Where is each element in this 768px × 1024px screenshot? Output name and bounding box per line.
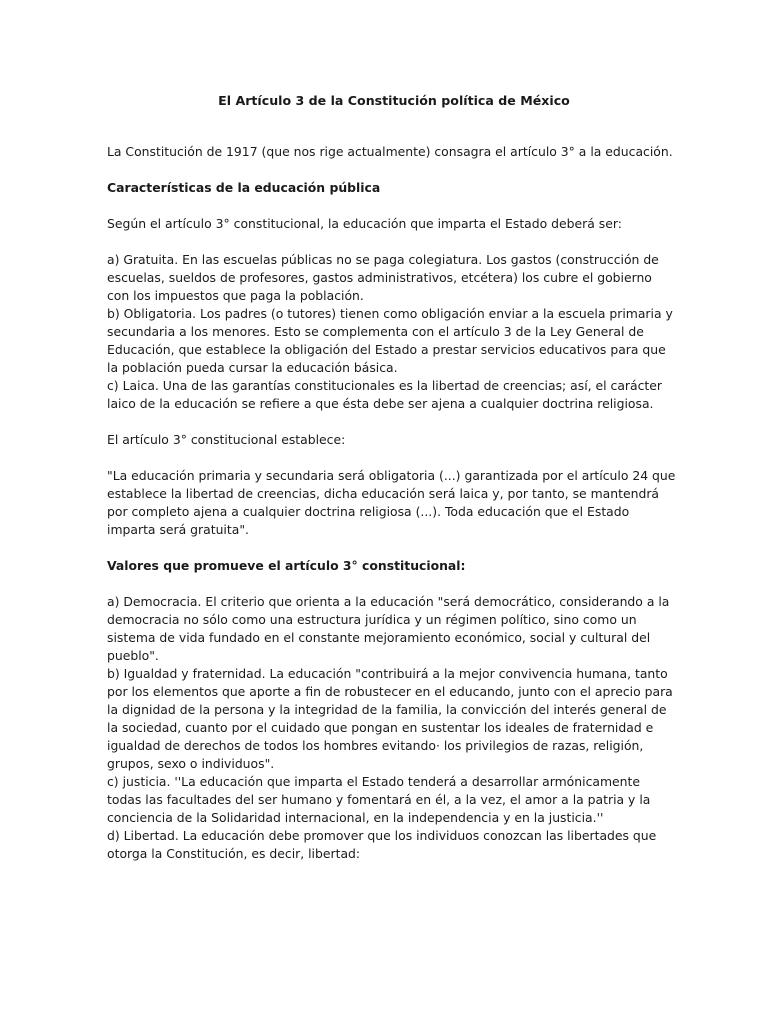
spacer [107,413,677,431]
list-item-laica: c) Laica. Una de las garantías constitucionales es la libertad de creencias; así, el carácter laico de la educación se refiere a que ésta debe ser ajena a cualquier doctrina religiosa. [107,378,663,411]
list-item-libertad: d) Libertad. La educación debe promover que los individuos conozcan las libertades que otorga la Constitución, es decir, libertad: [107,828,657,861]
intro-paragraph: La Constitución de 1917 (que nos rige actualmente) consagra el artículo 3° a la educación. [107,144,673,159]
quote-paragraph: "La educación primaria y secundaria será obligatoria (...) garantizada por el artículo 24 que establece la libertad de creencias, dicha educación será laica y, por tanto, se mantendrá por completo ajena a cualquier doctrina religiosa (...). Toda educación que el Estado imparta será gratuita". [107,468,676,537]
list-item-gratuita: a) Gratuita. En las escuelas públicas no se paga colegiatura. Los gastos (construcción de escuelas, sueldos de profesores, gastos administrativos, etcétera) los cubre el gobierno con los impuestos que paga la población. [107,252,659,303]
establishes-paragraph: El artículo 3° constitucional establece: [107,432,346,447]
list-item-justicia: c) justicia. ''La educación que imparta el Estado tenderá a desarrollar armónicamente todas las facultades del ser humano y fomentará en él, a la vez, el amor a la patria y la conciencia de la Solidaridad internacional, en la independencia y en la justicia.'' [107,774,651,825]
section-heading-values: Valores que promueve el artículo 3° constitucional: [107,558,466,573]
spacer [107,233,677,251]
spacer [107,575,677,593]
spacer [107,110,677,143]
document-page [107,92,677,863]
list-item-obligatoria: b) Obligatoria. Los padres (o tutores) tienen como obligación enviar a la escuela primaria y secundaria a los menores. Esto se complementa con el artículo 3 de la Ley General de Educación, que establece la obligación del Estado a prestar servicios educativos para que la población pueda cursar la educación básica. [107,306,673,375]
spacer [107,197,677,215]
list-item-igualdad: b) Igualdad y fraternidad. La educación "contribuirá a la mejor convivencia humana, tanto por los elementos que aporte a fin de robustecer en el educando, junto con el aprecio para la dignidad de la persona y la integridad de la familia, la convicción del interés general de la sociedad, cuanto por el cuidado que pongan en sustentar los ideales de fraternidad e igualdad de derechos de todos los hombres evitando· los privilegios de razas, religión, grupos, sexo o individuos". [107,666,673,771]
list-item-democracia: a) Democracia. El criterio que orienta a la educación "será democrático, considerando a la democracia no sólo como una estructura jurídica y un régimen político, sino como un sistema de vida fundado en el constante mejoramiento económico, social y cultural del pueblo". [107,594,670,663]
spacer [107,539,677,557]
document-title: El Artículo 3 de la Constitución política de México [218,93,570,108]
section-lead: Según el artículo 3° constitucional, la educación que imparta el Estado deberá ser: [107,216,622,231]
spacer [107,449,677,467]
section-heading-characteristics: Características de la educación pública [107,180,381,195]
spacer [107,161,677,179]
